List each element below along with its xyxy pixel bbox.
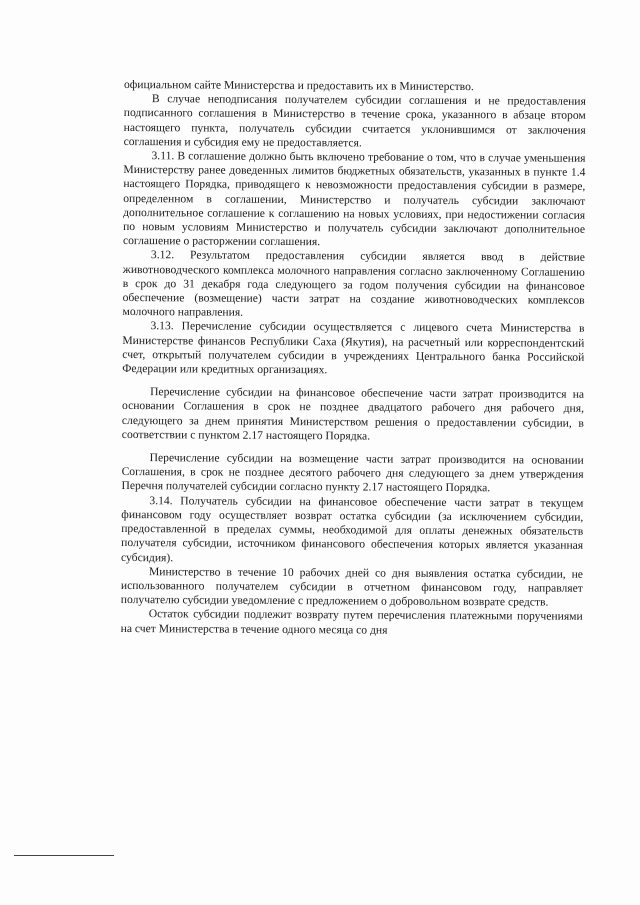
paragraph-unsigned-agreement: В случае неподписания получателем субсидии соглашения и не предоставления подписанного соглашения в Министерство в течение срока, указанного в абзаце втором настоящего пункта, получатель субсидии считается уклонившимся от заключения соглашения и субсидия ему не предоставляется. — [123, 92, 586, 150]
paragraph-transfer-reimbursement: Перечисление субсидии на возмещение части затрат производится на основании Соглашения, в срок не позднее десятого рабочего дня следующего за днем утверждения Перечня получателей субсидии согласно пункту 2.17 настоящего Порядка. — [121, 451, 584, 495]
paragraph-3-12: 3.12. Результатом предоставления субсидии является ввод в действие животноводческого комплекса молочного направления согласно заключенному Соглашению в срок до 31 декабря года следующего за годом получения субсидии на финансовое обеспечение (возмещение) части затрат на создание животноводческих комплексов молочного направления. — [122, 248, 585, 319]
paragraph-remainder-return: Остаток субсидии подлежит возврату путем перечисления платежными поручениями на счет Министерства в течение одного месяца со дня — [120, 607, 583, 637]
footnote-separator-line — [14, 855, 114, 856]
paragraph-3-13: 3.13. Перечисление субсидии осуществляется с лицевого счета Министерства в Министерстве финансов Республики Саха (Якутия), на расчетный или корреспондентский счет, открытый получателем субсидии в учреждениях Центрального банка Российской Федерации или кредитных организациях. — [122, 319, 585, 377]
paragraph-3-11: 3.11. В соглашение должно быть включено требование о том, что в случае уменьшения Министерству ранее доведенных лимитов бюджетных обязательств, указанных в пункте 1.4 настоящего Порядка, приводящего к невозможности предоставления субсидии в размере, определенном в соглашении, Министерство и получатель субсидии заключают дополнительное соглашение к соглашению на новых условиях, при недостижении согласия по новым условиям Министерство и получатель субсидии заключают дополнительное соглашение о расторжении соглашения. — [122, 149, 586, 249]
paragraph-ministry-notice: Министерство в течение 10 рабочих дней со дня выявления остатка субсидии, не использованного получателем субсидии в отчетном финансовом году, направляет получателю субсидии уведомление с предложением о добровольном возврате средств. — [120, 564, 584, 609]
paragraph-3-14: 3.14. Получатель субсидии на финансовое обеспечение части затрат в текущем финансовом году осуществляет возврат остатка субсидии (за исключением субсидии, предоставленной в пределах суммы, необходимой для оплаты денежных обязательств получателя субсидии, источником финансового обеспечения которых является указанная субсидия). — [121, 493, 584, 564]
paragraph-continuation: официальном сайте Министерства и предоставить их в Министерство. — [123, 78, 474, 94]
document-body — [121, 78, 586, 639]
paragraph-transfer-financing: Перечисление субсидии на финансовое обеспечение части затрат производится на основании Соглашения в срок не позднее двадцатого рабочего дня рабочего дня, следующего за днем принятия Министерством решения о предоставлении субсидии, в соответствии с пунктом 2.17 настоящего Порядка. — [121, 385, 585, 443]
